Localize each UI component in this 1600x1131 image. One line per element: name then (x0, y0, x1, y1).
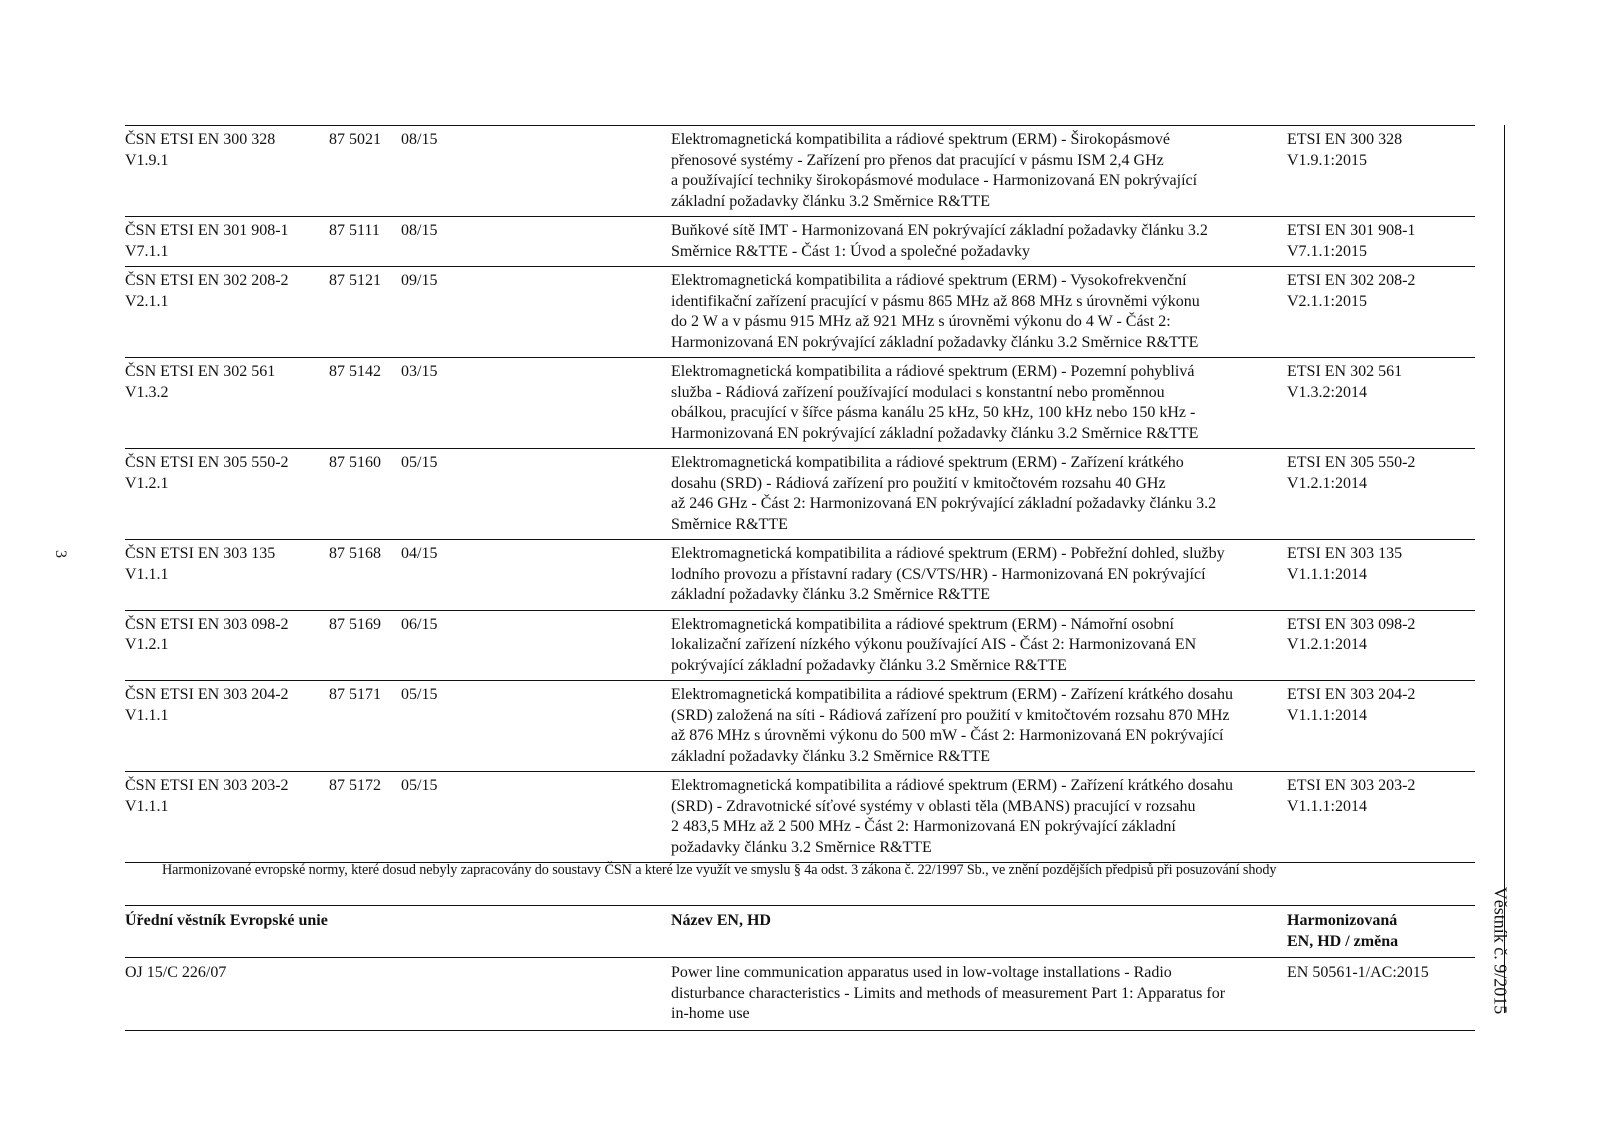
issue-date: 05/15 (401, 454, 438, 471)
etsi-reference: ETSI EN 302 561 V1.3.2:2014 (1287, 363, 1403, 401)
classification-code: 87 5021 (329, 131, 381, 148)
etsi-reference: ETSI EN 302 208-2 V2.1.1:2015 (1287, 272, 1416, 310)
standard-row (125, 126, 1475, 217)
standard-title: Elektromagnetická kompatibilita a rádiové spektrum (ERM) - Pozemní pohyblivá služba - Rádiová zařízení používající modulaci s konstantní nebo proměnnou obálkou, pracující v šířce pásma kanálu 25 kHz, 50 kHz, 100 kHz nebo 150 kHz - Harmonizovaná EN pokrývající základní požadavky článku 3.2 Směrnice R&TTE (671, 363, 1199, 442)
issue-date: 09/15 (401, 272, 438, 289)
issue-date: 08/15 (401, 222, 438, 239)
csn-designation: ČSN ETSI EN 303 203-2 V1.1.1 (125, 777, 289, 815)
standards-table (125, 125, 1475, 863)
etsi-reference: ETSI EN 301 908-1 V7.1.1:2015 (1287, 222, 1416, 260)
oj-header-row (125, 906, 1475, 958)
page-number: 3 (52, 550, 69, 558)
standard-row (125, 610, 1475, 681)
standard-title: Elektromagnetická kompatibilita a rádiové spektrum (ERM) - Námořní osobní lokalizační zařízení nízkého výkonu používající AIS - Část 2: Harmonizovaná EN pokrývající základní požadavky článku 3.2 Směrnice R&TTE (671, 615, 1197, 674)
oj-header-journal: Úřední věstník Evropské unie (125, 906, 671, 958)
issue-date: 04/15 (401, 545, 438, 562)
etsi-reference: ETSI EN 303 098-2 V1.2.1:2014 (1287, 615, 1416, 653)
standard-title: Elektromagnetická kompatibilita a rádiové spektrum (ERM) - Širokopásmové přenosové systémy - Zařízení pro přenos dat pracující v pásmu ISM 2,4 GHz a používající techniky širokopásmové modulace - Harmonizovaná EN pokrývající základní požadavky článku 3.2 Směrnice R&TTE (671, 131, 1198, 210)
csn-designation: ČSN ETSI EN 305 550-2 V1.2.1 (125, 454, 289, 492)
csn-designation: ČSN ETSI EN 302 561 V1.3.2 (125, 363, 276, 401)
oj-body (125, 958, 1475, 1031)
oj-table (125, 905, 1475, 1031)
standard-title: Elektromagnetická kompatibilita a rádiové spektrum (ERM) - Zařízení krátkého dosahu (SRD) - Rádiová zařízení pro použití v kmitočtovém rozsahu 40 GHz až 246 GHz - Část 2: Harmonizovaná EN pokrývající základní požadavky článku 3.2 Směrnice R&TTE (671, 454, 1217, 533)
standard-title: Elektromagnetická kompatibilita a rádiové spektrum (ERM) - Pobřežní dohled, služby lodního provozu a přístavní radary (CS/VTS/HR) - Harmonizovaná EN pokrývající základní požadavky článku 3.2 Směrnice R&TTE (671, 545, 1225, 603)
issue-date: 06/15 (401, 615, 438, 633)
en-title: Power line communication apparatus used in low-voltage installations - Radio disturbance characteristics - Limits and methods of measurement Part 1: Apparatus for in-home use (671, 964, 1226, 1022)
standard-title: Elektromagnetická kompatibilita a rádiové spektrum (ERM) - Vysokofrekvenční identifikační zařízení pracující v pásmu 865 MHz až 868 MHz s úrovněmi výkonu do 2 W a v pásmu 915 MHz až 921 MHz s úrovněmi výkonu do 4 W - Část 2: Harmonizovaná EN pokrývající základní požadavky článku 3.2 Směrnice R&TTE (671, 272, 1200, 351)
oj-header-harmonized: Harmonizovaná EN, HD / změna (1287, 906, 1475, 958)
standard-row (125, 449, 1475, 540)
csn-designation: ČSN ETSI EN 303 098-2 V1.2.1 (125, 615, 289, 653)
classification-code: 87 5121 (329, 272, 381, 289)
standard-row (125, 772, 1475, 863)
issue-date: 05/15 (401, 777, 438, 794)
standard-row (125, 540, 1475, 611)
standard-title: Elektromagnetická kompatibilita a rádiové spektrum (ERM) - Zařízení krátkého dosahu (SRD) založená na síti - Rádiová zařízení pro použití v kmitočtovém rozsahu 870 MHz až 876 MHz s úrovněmi výkonu do 500 mW - Část 2: Harmonizovaná EN pokrývající základní požadavky článku 3.2 Směrnice R&TTE (671, 686, 1234, 765)
etsi-reference: ETSI EN 303 203-2 V1.1.1:2014 (1287, 777, 1416, 815)
csn-designation: ČSN ETSI EN 300 328 V1.9.1 (125, 131, 276, 169)
classification-code: 87 5111 (329, 222, 380, 239)
oj-reference: OJ 15/C 226/07 (125, 964, 227, 981)
etsi-reference: ETSI EN 303 135 V1.1.1:2014 (1287, 545, 1403, 583)
classification-code: 87 5142 (329, 363, 381, 380)
en-reference: EN 50561-1/AC:2015 (1287, 964, 1429, 981)
standards-body (125, 126, 1475, 863)
standard-title: Buňkové sítě IMT - Harmonizovaná EN pokrývající základní požadavky článku 3.2 Směrnice R&TTE - Část 1: Úvod a společné požadavky (671, 222, 1208, 260)
csn-designation: ČSN ETSI EN 302 208-2 V2.1.1 (125, 272, 289, 310)
harmonized-note: Harmonizované evropské normy, které dosud nebyly zapracovány do soustavy ČSN a které lze využít ve smyslu § 4a odst. 3 zákona č. 22/1997 Sb., ve znění pozdějších předpisů při posuzování shody (162, 862, 1277, 878)
classification-code: 87 5160 (329, 454, 381, 471)
csn-designation: ČSN ETSI EN 301 908-1 V7.1.1 (125, 222, 289, 260)
etsi-reference: ETSI EN 305 550-2 V1.2.1:2014 (1287, 454, 1416, 492)
issue-date: 08/15 (401, 131, 438, 148)
classification-code: 87 5168 (329, 545, 381, 562)
bulletin-title: Věstník č. 9/2015 (1490, 886, 1511, 1015)
etsi-reference: ETSI EN 303 204-2 V1.1.1:2014 (1287, 686, 1416, 724)
standard-row (125, 267, 1475, 358)
standard-row (125, 217, 1475, 267)
standard-title: Elektromagnetická kompatibilita a rádiové spektrum (ERM) - Zařízení krátkého dosahu (SRD) - Zdravotnické síťové systémy v oblasti těla (MBANS) pracující v rozsahu 2 483,5 MHz až 2 500 MHz - Část 2: Harmonizovaná EN pokrývající základní požadavky článku 3.2 Směrnice R&TTE (671, 777, 1234, 856)
csn-designation: ČSN ETSI EN 303 204-2 V1.1.1 (125, 686, 289, 724)
oj-header-title: Název EN, HD (671, 906, 1287, 958)
standard-row (125, 358, 1475, 449)
classification-code: 87 5169 (329, 615, 381, 633)
issue-date: 05/15 (401, 686, 438, 703)
classification-code: 87 5172 (329, 777, 381, 794)
issue-date: 03/15 (401, 363, 438, 380)
oj-row (125, 958, 1475, 1031)
csn-designation: ČSN ETSI EN 303 135 V1.1.1 (125, 545, 276, 583)
etsi-reference: ETSI EN 300 328 V1.9.1:2015 (1287, 131, 1403, 169)
classification-code: 87 5171 (329, 686, 381, 703)
standard-row (125, 681, 1475, 772)
